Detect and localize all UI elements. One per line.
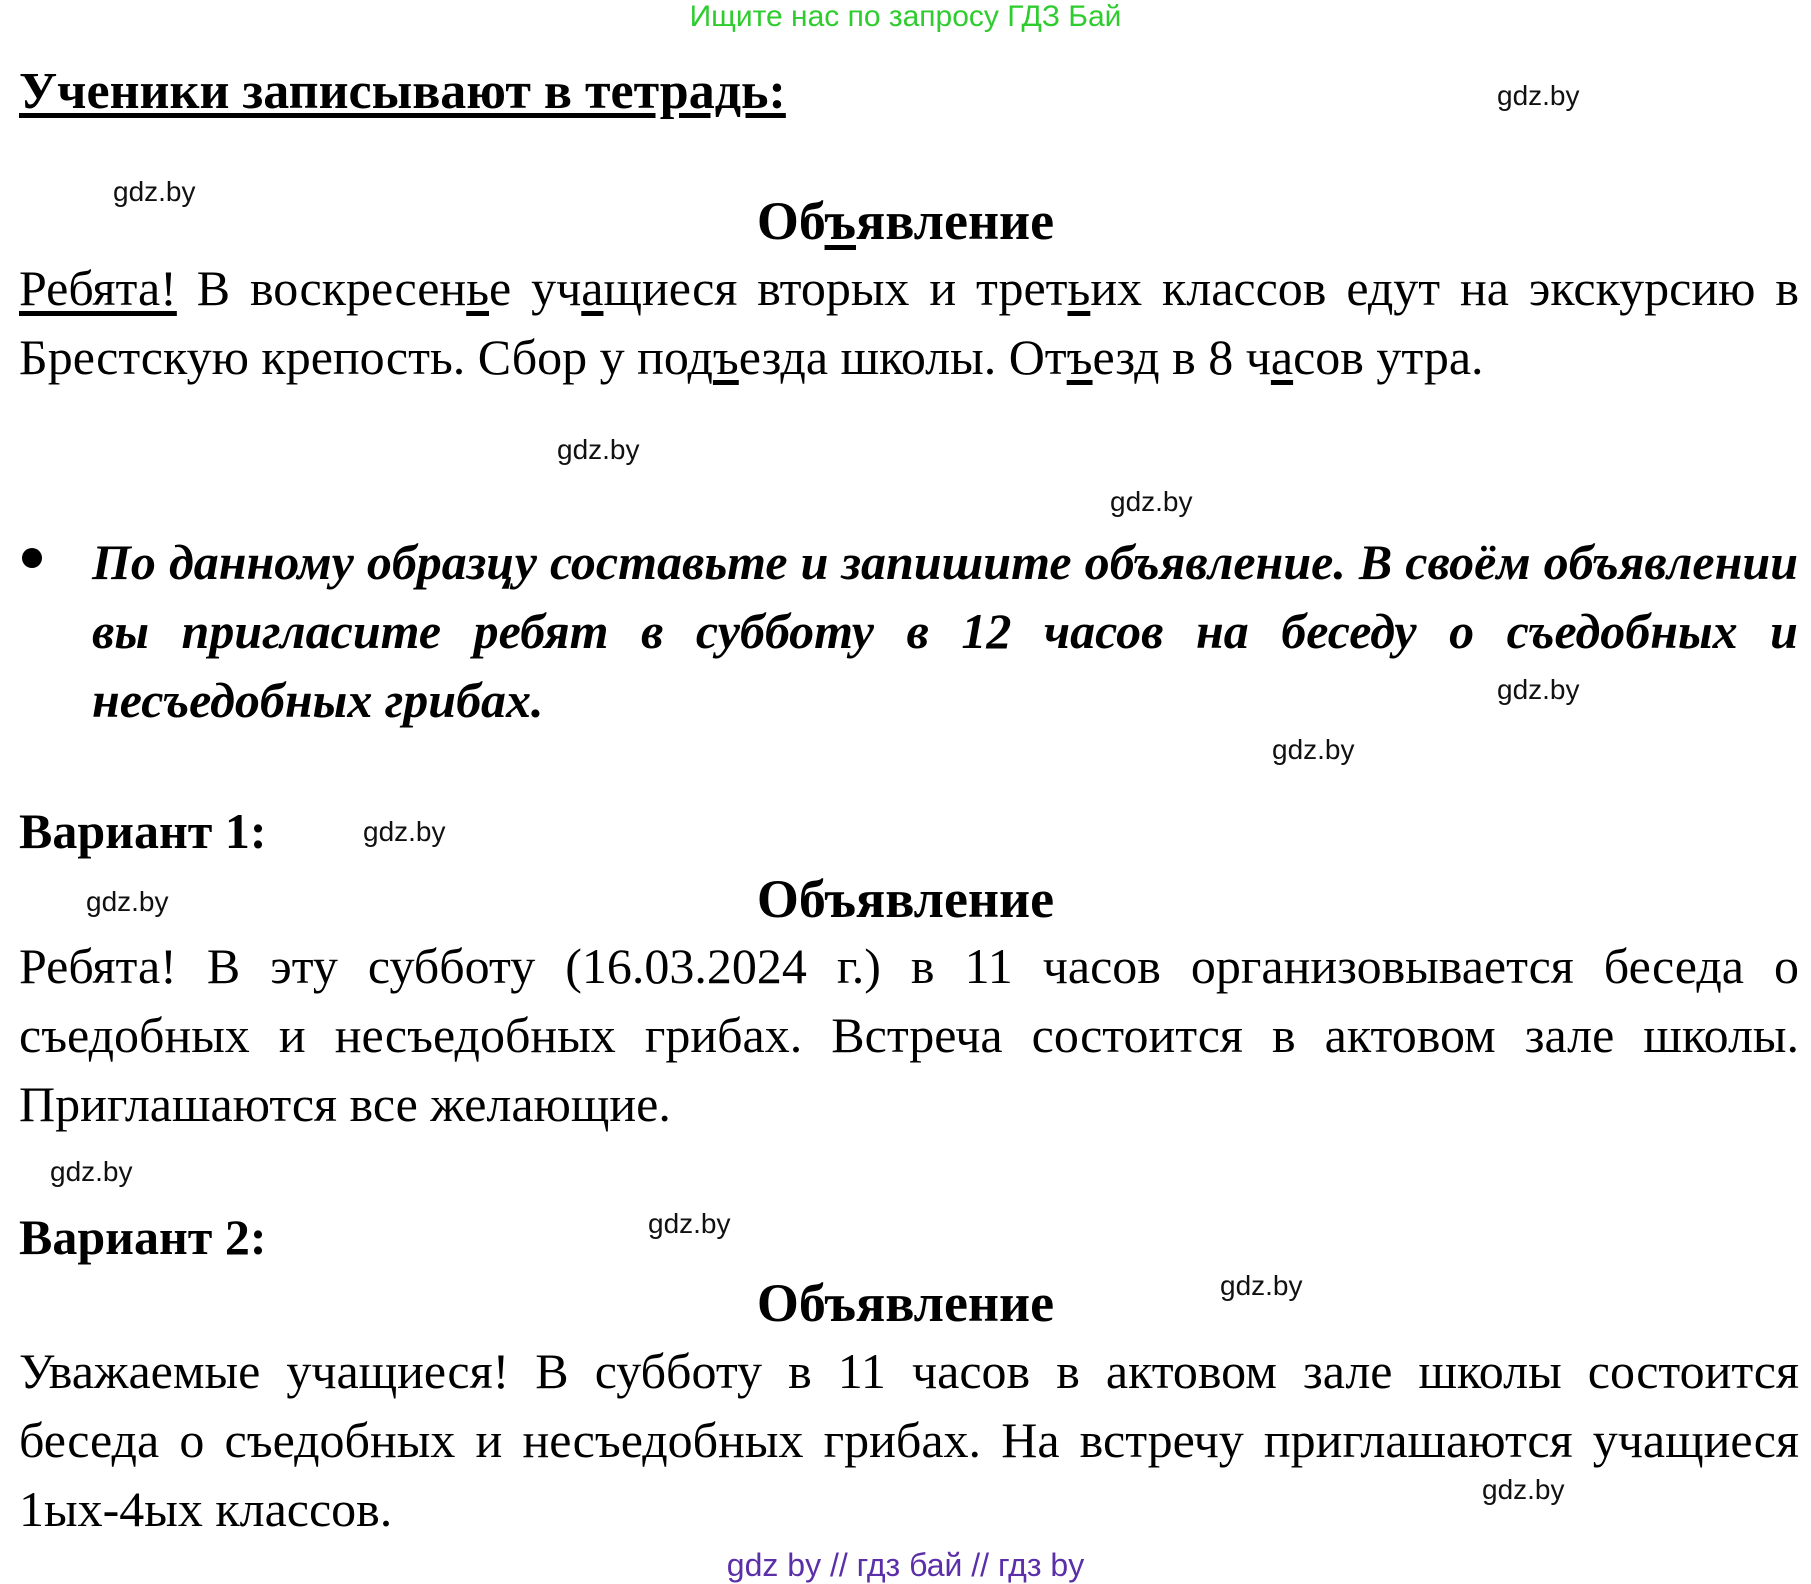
- variant-1-text: Ребята! В эту субботу (16.03.2024 г.) в 11 часов организовывается беседа о съедобных и несъедобных грибах. Встреча состоится в актовом зале школы. Приглашаются все желающие.: [19, 938, 1799, 1132]
- top-banner: Ищите нас по запросу ГДЗ Бай: [689, 0, 1122, 33]
- sample-title-pre: Об: [756, 191, 825, 251]
- sample-part-a: В воскресен: [176, 260, 467, 316]
- task-text: По данному образцу составьте и запишите объявление. В своём объявлении вы пригласите ребят в субботу в 12 часов на беседу о съедобных и несъедобных грибах.: [92, 534, 1798, 728]
- sample-mark-1: ь: [466, 260, 490, 316]
- watermark: gdz.by: [50, 1156, 133, 1187]
- variant-1-label: Вариант 1:: [19, 803, 267, 859]
- watermark: gdz.by: [1497, 674, 1580, 705]
- sample-part-b: е уч: [489, 260, 582, 316]
- watermark: gdz.by: [1272, 734, 1355, 765]
- sample-title: [0, 190, 1811, 252]
- variant-2-label: Вариант 2:: [19, 1209, 267, 1265]
- watermark: gdz.by: [1110, 486, 1193, 517]
- sample-part-d: их классов едут на экскурсию в Брестскую крепость. Сбор у под: [19, 260, 1800, 385]
- watermark: gdz.by: [648, 1208, 731, 1239]
- watermark: gdz.by: [86, 886, 169, 917]
- variant-2-text: Уважаемые учащиеся! В субботу в 11 часов в актовом зале школы состоится беседа о съедобных и несъедобных грибах. На встречу приглашаются учащиеся 1ых-4ых классов.: [19, 1343, 1799, 1537]
- watermark: gdz.by: [1482, 1474, 1565, 1505]
- sample-title-post: явление: [856, 191, 1055, 251]
- sample-mark-4: ъ: [712, 329, 739, 385]
- variant-1-title: Объявление: [756, 869, 1055, 929]
- page-heading: Ученики записывают в тетрадь:: [19, 63, 786, 120]
- footer-links: gdz by // гдз бай // гдз by: [726, 1547, 1085, 1583]
- sample-mark-6: а: [1270, 329, 1294, 385]
- sample-mark-2: а: [581, 260, 604, 316]
- sample-part-e: езда школы. От: [738, 329, 1067, 385]
- sample-announcement: [19, 254, 1799, 392]
- sample-mark-5: ъ: [1066, 329, 1093, 385]
- sample-title-hard-sign: ъ: [824, 191, 857, 251]
- task-bullet: [22, 548, 42, 568]
- watermark: gdz.by: [363, 816, 446, 847]
- sample-part-f: езд в 8 ч: [1092, 329, 1271, 385]
- watermark: gdz.by: [1497, 80, 1580, 111]
- sample-part-g: сов утра.: [1293, 329, 1484, 385]
- sample-greeting: Ребята!: [19, 260, 177, 316]
- sample-part-c: щиеся вторых и трет: [603, 260, 1068, 316]
- watermark: gdz.by: [557, 434, 640, 465]
- watermark: gdz.by: [1220, 1270, 1303, 1301]
- watermark: gdz.by: [113, 176, 196, 207]
- variant-2-title: Объявление: [756, 1273, 1055, 1333]
- sample-mark-3: ь: [1067, 260, 1091, 316]
